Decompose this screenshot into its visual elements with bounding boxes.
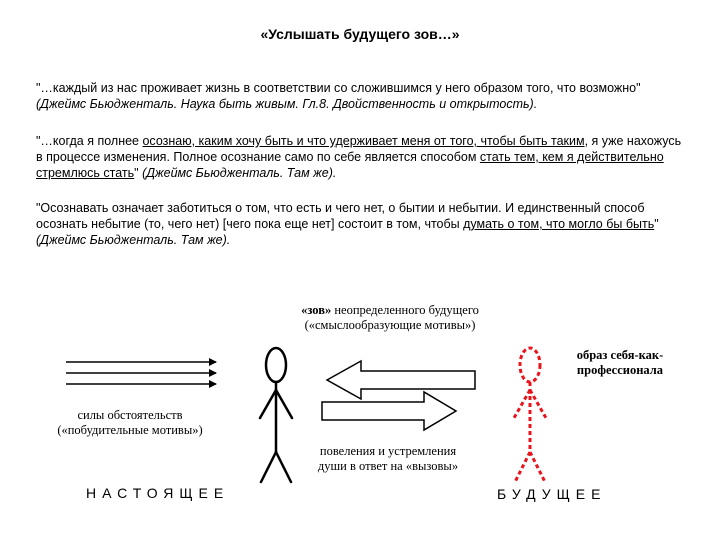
present-label: НАСТОЯЩЕЕ <box>86 485 230 501</box>
soul-urges-label <box>283 444 493 474</box>
quote-segment: (Джеймс Бьюдженталь. Наука быть живым. Гл.8. Двойственность и открытость). <box>36 97 538 111</box>
call-line-rest: неопределенного будущего <box>331 303 479 317</box>
future-label: БУДУЩЕЕ <box>497 486 607 502</box>
quote-segment: , я уже нахожусь в процессе изменения. Полное осознание само по себе является способом <box>36 134 682 164</box>
call-of-future-label <box>250 303 530 333</box>
page-title: «Услышать будущего зов…» <box>260 26 460 42</box>
quote-segment: осознаю, каким хочу быть и что удерживает меня от того, чтобы быть таким <box>142 134 585 148</box>
call-arrow <box>327 361 475 399</box>
urges-line-2: души в ответ на «вызовы» <box>317 459 459 473</box>
quote-segment: " <box>654 217 659 231</box>
quote-segment: думать о том, что могло бы быть <box>463 217 655 231</box>
quote-segment: стать тем, кем я действительно стремлюсь стать <box>36 150 664 180</box>
professional-self-image-label: образ себя-как-профессионала <box>576 348 664 377</box>
quote-segment: "Осознавать означает заботиться о том, что есть и чего нет, о бытии и небытии. И единственный способ осознать небытие (то, чего нет) [чего пока еще нет] состоит в том, чтобы <box>36 201 645 231</box>
call-word: «зов» <box>301 303 332 317</box>
forces-label <box>30 408 230 438</box>
quote-segment: " <box>134 166 143 180</box>
future-person <box>514 348 546 482</box>
quote-segment: "…когда я полнее <box>36 134 143 148</box>
quote-segment: "…каждый из нас проживает жизнь в соответствии со сложившимся у него образом того, что возможно" <box>36 81 641 95</box>
forces-line-2: («побудительные мотивы») <box>57 423 203 437</box>
quote-segment: (Джеймс Бьюдженталь. Там же). <box>142 166 337 180</box>
call-line-2: («смыслообразующие мотивы») <box>304 318 476 332</box>
forces-line-1: силы обстоятельств <box>77 408 183 422</box>
quote-segment: (Джеймс Бьюдженталь. Там же). <box>36 233 231 247</box>
force-arrows <box>66 362 216 384</box>
urges-line-1: повеления и устремления <box>319 444 457 458</box>
response-arrow <box>322 392 456 430</box>
